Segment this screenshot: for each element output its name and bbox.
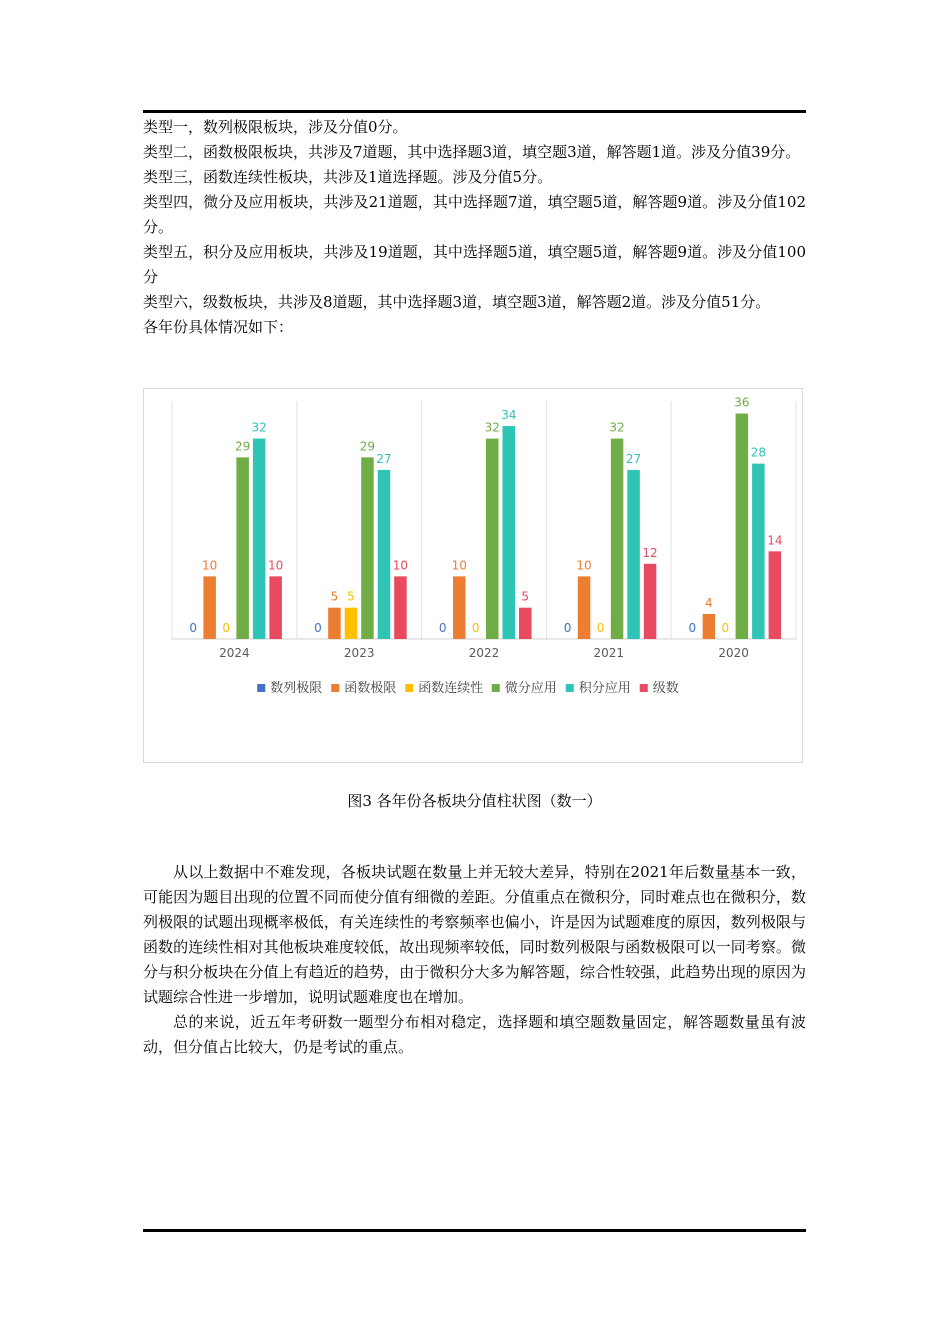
bar [203,576,216,639]
data-label: 5 [347,589,355,604]
legend-label: 微分应用 [504,681,557,696]
data-label: 10 [392,558,409,573]
data-label: 12 [642,545,658,560]
legend-label: 积分应用 [578,681,631,696]
legend-swatch [566,684,574,692]
legend-swatch [257,684,265,692]
data-label: 32 [251,420,267,435]
data-label: 0 [314,621,322,635]
data-label: 10 [202,558,218,573]
data-label: 32 [484,420,500,435]
legend-label: 函数连续性 [418,681,484,696]
data-label: 0 [438,621,447,635]
data-label: 36 [734,395,750,410]
legend-swatch [331,684,339,692]
paragraph-type-4: 类型四，微分及应用板块，共涉及21道题，其中选择题7道，填空题5道，解答题9道。涉及分值102分。 [143,193,806,236]
legend-swatch [640,684,648,692]
data-label: 4 [705,595,713,610]
bar [378,470,391,639]
data-label: 27 [376,451,392,466]
bar [736,414,749,639]
data-label: 5 [521,589,530,604]
data-label: 0 [688,621,697,635]
data-label: 14 [767,533,783,548]
legend-label: 函数极限 [344,681,397,696]
bar [627,470,640,639]
data-label: 0 [596,621,605,635]
data-label: 27 [625,451,642,466]
bar [703,614,716,639]
bar-chart-svg [144,389,802,762]
data-label: 10 [576,558,592,573]
bar [752,464,765,639]
legend-label: 数列极限 [270,681,323,696]
intro-text [143,115,806,340]
bar [269,576,282,639]
data-label: 28 [750,445,766,460]
paragraph-type-5: 类型五，积分及应用板块，共涉及19道题，其中选择题5道，填空题5道，解答题9道。涉及分值100分 [143,243,806,286]
paragraph-type-3: 类型三，函数连续性板块，共涉及1道选择题。涉及分值5分。 [143,168,553,186]
bar-chart [143,388,803,763]
bar [361,457,374,639]
data-label: 0 [471,621,480,635]
bar [769,551,782,639]
paragraph-analysis: 从以上数据中不难发现，各板块试题在数量上并无较大差异，特别在2021年后数量基本一致，可能因为题目出现的位置不同而使分值有细微的差距。分值重点在微积分，同时难点也在微积分，数列极限的试题出现概率极低，有关连续性的考察频率也偏小，许是因为试题难度的原因，数列极限与函数的连续性相对其他板块难度较低，故出现频率较低，同时数列极限与函数极限可以一同考察。微分与积分板块在分值上有趋近的趋势，由于微积分大多为解答题，综合性较强，此趋势出现的原因为试题综合性进一步增加，说明试题难度也在增加。 [143,863,806,1006]
paragraph-type-6: 类型六，级数板块，共涉及8道题，其中选择题3道，填空题3道，解答题2道。涉及分值51分。 [143,293,771,311]
bar [578,576,591,639]
data-label: 0 [189,621,197,635]
bar [394,576,407,639]
bar [236,457,249,639]
paragraph-summary: 总的来说，近五年考研数一题型分布相对稳定，选择题和填空题数量固定，解答题数量虽有波动，但分值占比较大，仍是考试的重点。 [143,1013,806,1056]
top-rule [143,110,806,113]
analysis-text [143,860,806,1060]
legend-swatch [492,684,500,692]
data-label: 0 [563,621,572,635]
paragraph-lead-in: 各年份具体情况如下： [143,318,294,336]
bar [345,608,358,639]
legend-swatch [405,684,413,692]
x-tick-label: 2023 [343,646,375,660]
data-label: 10 [268,558,284,573]
bottom-rule [143,1229,806,1232]
bar [253,439,266,639]
data-label: 0 [222,621,230,635]
data-label: 34 [501,408,517,423]
data-label: 10 [451,558,467,573]
data-label: 0 [721,621,730,635]
data-label: 29 [235,439,251,454]
bar [486,439,499,639]
bar [519,608,532,639]
data-label: 32 [609,420,625,435]
data-label: 5 [330,589,339,604]
legend-label: 级数 [652,681,679,696]
x-tick-label: 2021 [593,646,625,660]
data-label: 29 [359,439,376,454]
bar [453,576,466,639]
bar [611,439,624,639]
x-tick-label: 2024 [219,646,250,660]
bar [503,426,516,639]
bar [644,564,657,639]
paragraph-type-2: 类型二，函数极限板块，共涉及7道题，其中选择题3道，填空题3道，解答题1道。涉及分值39分。 [143,143,801,161]
x-tick-label: 2022 [468,646,500,660]
paragraph-type-1: 类型一，数列极限板块，涉及分值0分。 [143,118,408,136]
bar [328,608,341,639]
figure-caption: 图3 各年份各板块分值柱状图（数一） [347,792,602,810]
x-tick-label: 2020 [718,646,749,660]
